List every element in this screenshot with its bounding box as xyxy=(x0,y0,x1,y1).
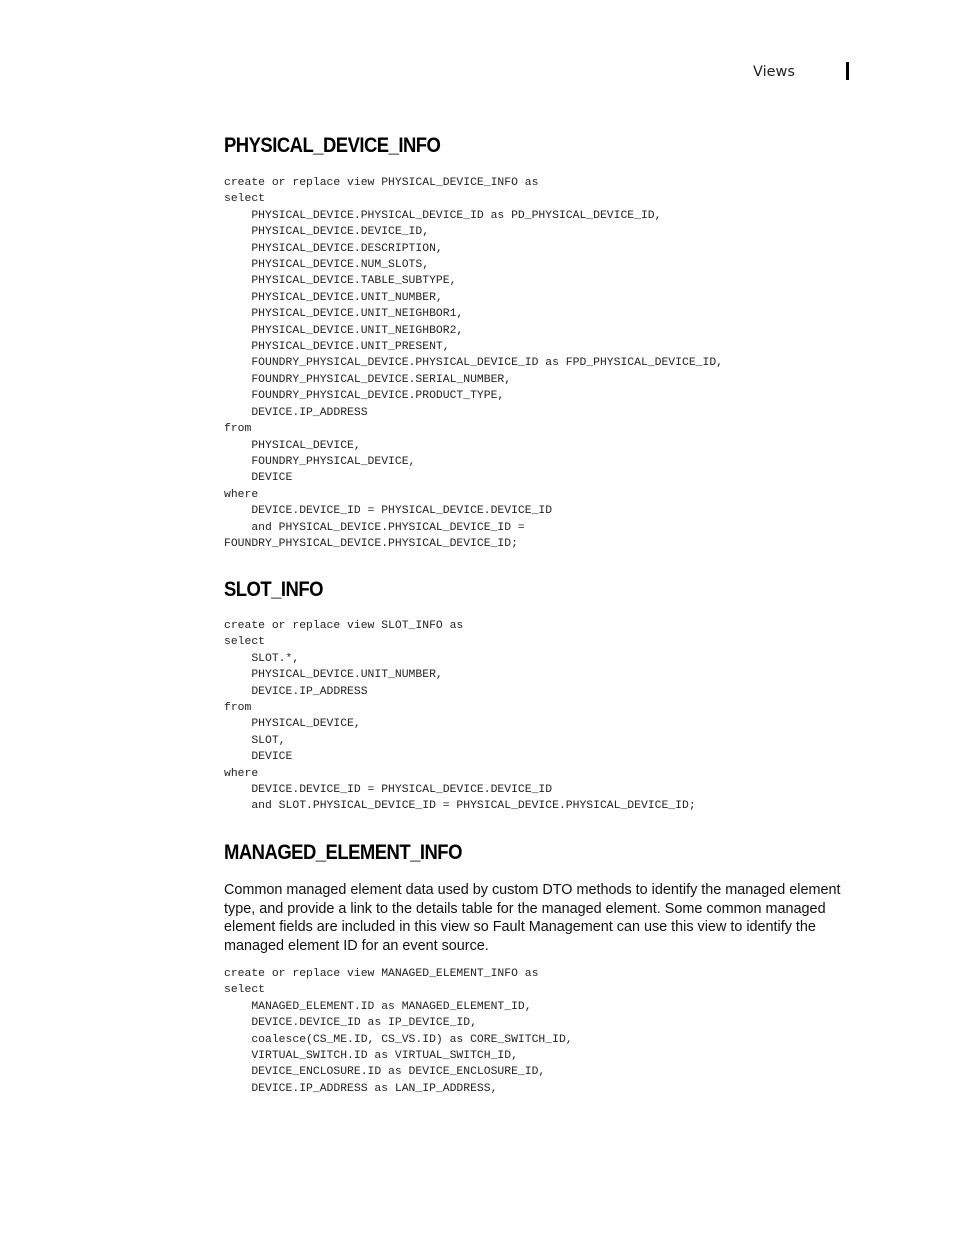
header-marker-bar xyxy=(846,62,849,80)
section-description-managed-element-info: Common managed element data used by custom DTO methods to identify the managed element type, and provide a link to the details table for the managed element. Some common managed element fields are included in this view so Fault Management can use this view to identify the managed element ID for an event source. xyxy=(224,882,841,954)
code-block-slot-info: create or replace view SLOT_INFO as select SLOT.*, PHYSICAL_DEVICE.UNIT_NUMBER, DEVICE.IP_ADDRESS from PHYSICAL_DEVICE, SLOT, DEVICE where DEVICE.DEVICE_ID = PHYSICAL_DEVICE.DEVICE_ID and SLOT.PHYSICAL_DEVICE_ID = PHYSICAL_DEVICE.PHYSICAL_DEVICE_ID; xyxy=(224,620,696,813)
running-header-label: Views xyxy=(753,64,795,80)
section-title-managed-element-info: MANAGED_ELEMENT_INFO xyxy=(224,841,462,864)
code-block-managed-element-info: create or replace view MANAGED_ELEMENT_INFO as select MANAGED_ELEMENT.ID as MANAGED_ELEMENT_ID, DEVICE.DEVICE_ID as IP_DEVICE_ID, coalesce(CS_ME.ID, CS_VS.ID) as CORE_SWITCH_ID, VIRTUAL_SWITCH.ID as VIRTUAL_SWITCH_ID, DEVICE_ENCLOSURE.ID as DEVICE_ENCLOSURE_ID, DEVICE.IP_ADDRESS as LAN_IP_ADDRESS, xyxy=(224,968,573,1095)
section-title-physical-device-info: PHYSICAL_DEVICE_INFO xyxy=(224,134,441,157)
section-title-slot-info: SLOT_INFO xyxy=(224,578,323,601)
code-block-physical-device-info: create or replace view PHYSICAL_DEVICE_INFO as select PHYSICAL_DEVICE.PHYSICAL_DEVICE_ID as PD_PHYSICAL_DEVICE_ID, PHYSICAL_DEVICE.DEVICE_ID, PHYSICAL_DEVICE.DESCRIPTION, PHYSICAL_DEVICE.NUM_SLOTS, PHYSICAL_DEVICE.TABLE_SUBTYPE, PHYSICAL_DEVICE.UNIT_NUMBER, PHYSICAL_DEVICE.UNIT_NEIGHBOR1, PHYSICAL_DEVICE.UNIT_NEIGHBOR2, PHYSICAL_DEVICE.UNIT_PRESENT, FOUNDRY_PHYSICAL_DEVICE.PHYSICAL_DEVICE_ID as FPD_PHYSICAL_DEVICE_ID, FOUNDRY_PHYSICAL_DEVICE.SERIAL_NUMBER, FOUNDRY_PHYSICAL_DEVICE.PRODUCT_TYPE, DEVICE.IP_ADDRESS from PHYSICAL_DEVICE, FOUNDRY_PHYSICAL_DEVICE, DEVICE where DEVICE.DEVICE_ID = PHYSICAL_DEVICE.DEVICE_ID and PHYSICAL_DEVICE.PHYSICAL_DEVICE_ID = FOUNDRY_PHYSICAL_DEVICE.PHYSICAL_DEVICE_ID; xyxy=(224,177,723,550)
